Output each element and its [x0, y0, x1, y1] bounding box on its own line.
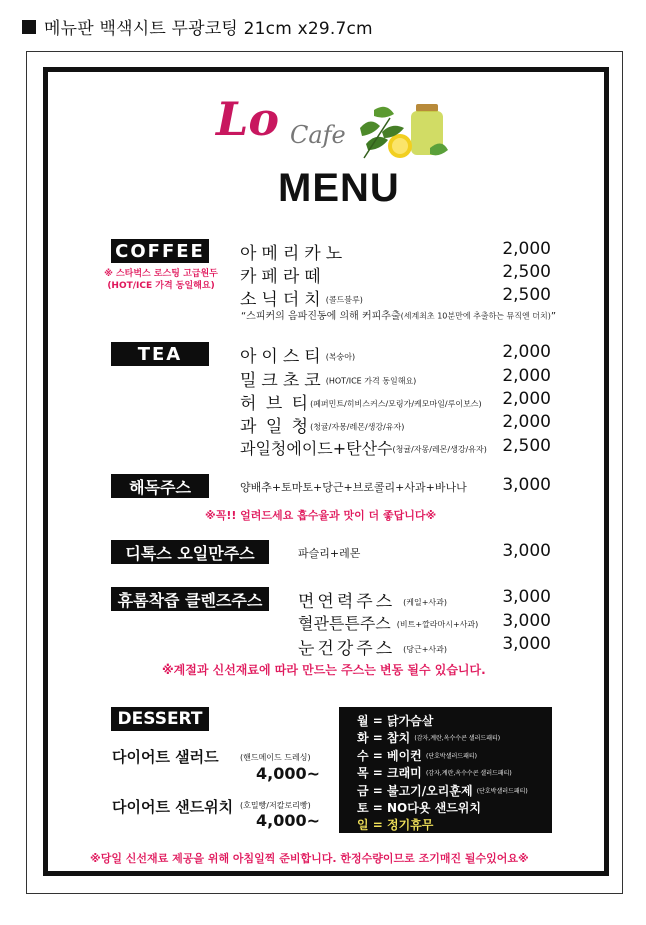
menu-item-name: 과일청에이드+탄산수	[240, 439, 393, 458]
herb-lemon-jar-icon	[356, 98, 450, 164]
day-row	[357, 713, 552, 730]
menu-item-name: 카페라떼	[240, 267, 326, 287]
menu-item-price: 2,000	[502, 239, 551, 259]
coffee-note: ※ 스타벅스 로스팅 고급원두 (HOT/ICE 가격 동일해요)	[104, 269, 218, 291]
detox-note: ※꼭!! 얼려드세요 흡수율과 맛이 더 좋답니다※	[205, 509, 437, 522]
menu-item-sub: (비트+깔라마시+사과)	[396, 620, 479, 629]
menu-item-price: 3,000	[502, 634, 551, 654]
menu-item-price: 2,000	[502, 412, 551, 432]
logo-lo: Lo	[216, 92, 280, 146]
menu-item-row	[240, 342, 355, 367]
day-main: 목 = 크래미	[357, 766, 422, 781]
menu-item-price: 2,000	[502, 366, 551, 386]
cleanse-note: ※계절과 신선재료에 따라 만드는 주스는 변동 될수 있습니다.	[162, 663, 486, 677]
day-sub: (감자,계란,옥수수콘 샐러드패티)	[414, 735, 501, 743]
menu-item-sub: (당근+사과)	[403, 644, 447, 654]
menu-item-sub: (페퍼민트/히비스커스/모링가/케모마일/루이보스)	[310, 399, 482, 409]
quote-end: ”	[550, 311, 557, 322]
menu-item-row	[298, 611, 478, 634]
menu-item-name: 밀크초코	[240, 371, 326, 391]
menu-item-price: 2,000	[502, 389, 551, 409]
menu-item-sub: (HOT/ICE 가격 동일해요)	[325, 376, 417, 386]
menu-item-price: 2,500	[502, 285, 551, 305]
day-row	[357, 783, 552, 800]
day-row-holiday	[357, 817, 552, 834]
menu-item-row	[240, 389, 482, 414]
coffee-quote	[241, 307, 556, 322]
diet-juice-price: 3,000	[502, 541, 551, 561]
day-main: 화 = 참치	[357, 731, 411, 746]
menu-item-name: 허 브 티	[240, 394, 311, 414]
menu-item-name: 혈관튼튼주스	[298, 614, 391, 633]
detox-label: 해독주스	[111, 474, 209, 498]
menu-item-price: 2,500	[502, 262, 551, 282]
menu-item-row	[240, 366, 416, 391]
day-sub: (단호박샐러드패티)	[425, 752, 478, 760]
day-main: 금 = 불고기/오리훈제	[357, 783, 473, 798]
day-main: 월 = 닭가슴살	[357, 714, 434, 728]
day-main: 토 = NO다욧 샌드위치	[357, 801, 481, 816]
day-sub: (단호박샐러드패티)	[476, 787, 528, 795]
day-row	[357, 765, 552, 782]
dessert-item-name: 다이어트 샌드위치	[112, 798, 234, 816]
menu-title: MENU	[278, 166, 400, 210]
menu-item-row	[240, 436, 487, 459]
menu-item-sub: (청귤/자몽/레몬/생강/유자)	[392, 445, 487, 454]
menu-item-sub: (복숭아)	[325, 352, 356, 362]
menu-item-sub: (청귤/자몽/레몬/생강/유자)	[310, 422, 405, 432]
cleanse-label: 휴롬착즙 클렌즈주스	[111, 587, 269, 611]
menu-item-row	[298, 634, 447, 659]
day-row	[357, 800, 552, 817]
menu-item-row	[298, 587, 447, 612]
detox-price: 3,000	[502, 475, 551, 495]
dessert-item-sub: (핸드메이드 드레싱)	[240, 753, 311, 762]
dessert-item-price: 4,000~	[256, 811, 321, 830]
menu-item-price: 2,500	[502, 436, 551, 456]
menu-item-name: 소닉더치	[240, 290, 326, 310]
quote-main: “스피커의 음파진동에 의해 커피추출	[241, 311, 401, 322]
dessert-label: DESSERT	[111, 707, 209, 731]
tea-label: TEA	[111, 342, 209, 366]
diet-juice-desc: 파슬리+레몬	[298, 547, 361, 560]
menu-item-price: 3,000	[502, 587, 551, 607]
caption-text: 메뉴판 백색시트 무광코팅 21cm x29.7cm	[44, 19, 373, 39]
dessert-item-name: 다이어트 샐러드	[112, 748, 219, 766]
logo-cafe: Cafe	[290, 121, 346, 149]
menu-item-price: 3,000	[502, 611, 551, 631]
menu-item-price: 2,000	[502, 342, 551, 362]
dessert-item-price: 4,000~	[256, 764, 321, 783]
footer-note: ※당일 신선재료 제공을 위해 아침일찍 준비합니다. 한정수량이므로 조기매진 될수있어요※	[90, 852, 529, 865]
menu-item-name: 아이스티	[240, 347, 326, 367]
day-row	[357, 748, 552, 765]
sheet-caption	[22, 14, 373, 39]
coffee-label: COFFEE	[111, 239, 209, 263]
day-sub: (감자,계란,옥수수콘 샐러드패티)	[425, 770, 512, 778]
menu-item-name: 과 일 청	[240, 417, 311, 437]
menu-item-row	[240, 412, 404, 437]
square-bullet-icon	[22, 20, 36, 34]
day-main: 일 = 정기휴무	[357, 818, 434, 833]
detox-desc: 양배추+토마토+당근+브로콜리+사과+바나나	[240, 481, 467, 494]
menu-item-name: 눈건강주스	[298, 639, 396, 659]
dessert-item-sub: (호밀빵/저칼로리빵)	[240, 801, 311, 810]
menu-item-name: 면연력주스	[298, 592, 396, 612]
menu-item-name: 아메리카노	[240, 244, 348, 264]
sandwich-day-schedule	[339, 707, 552, 833]
day-main: 수 = 베이컨	[357, 748, 422, 763]
day-row	[357, 730, 552, 747]
quote-small: (세계최초 10분만에 추출하는 뮤직엔 더치)	[400, 311, 551, 321]
menu-item-sub: (케일+사과)	[403, 597, 447, 607]
diet-juice-label: 디톡스 오일만주스	[111, 540, 269, 564]
menu-item-sub: (콜드블루)	[325, 295, 363, 305]
